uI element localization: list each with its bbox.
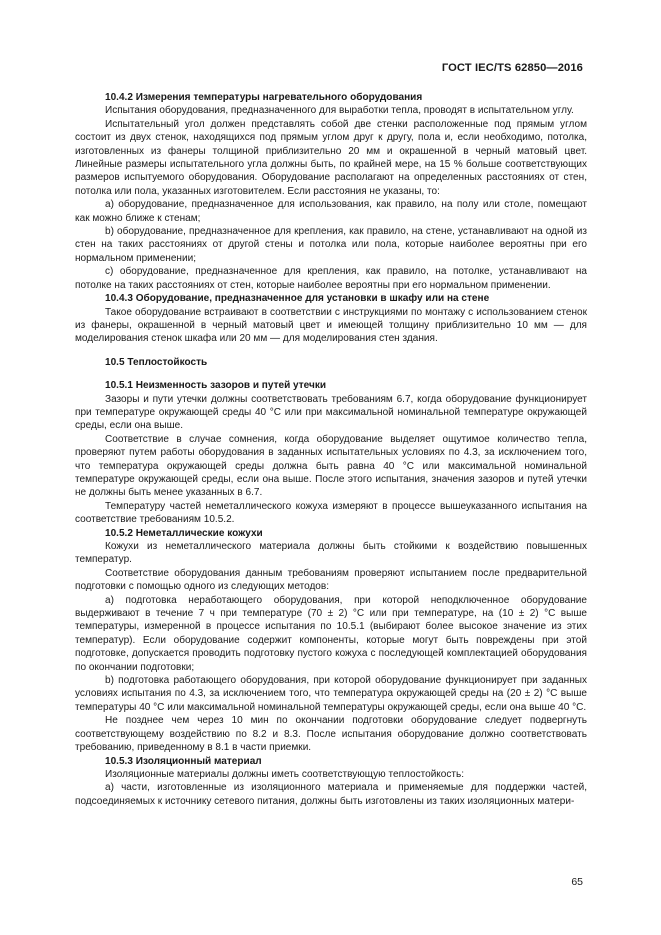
paragraph: a) подготовка неработающего оборудования, при которой неподключенное оборудование выдерживают в течение 7 ч при температуре (70 ± 2) °С или при температуре, на (10 ± 2) °С выше температуры, измеренной в процессе испытания по 10.5.1 (выбирают более высокое значение из этих температур). Если оборудование содержит компоненты, которые могут быть повреждены при этой подготовке, допускается проводить подготовку пустого кожуха с последующей комплектацией оборудования по окончании подготовки; [75,594,587,673]
paragraph: Не позднее чем через 10 мин по окончании подготовки оборудование следует подвергнуть соответствующему воздействию по 8.2 и 8.3. После испытания оборудование должно соответствовать требованию, приведенному в 8.1 в части приемки. [75,715,587,754]
paragraph: Температуру частей неметаллического кожуха измеряют в процессе вышеуказанного испытания на соответствие требованиям 10.5.2. [75,500,587,526]
page-number: 65 [571,876,583,888]
section-heading: 10.5.2 Неметаллические кожухи [105,527,263,539]
spacer [75,369,587,379]
paragraph: a) оборудование, предназначенное для использования, как правило, на полу или столе, помещают как можно ближе к стенам; [75,199,587,224]
section-heading: 10.4.3 Оборудование, предназначенное для установки в шкафу или на стене [105,293,490,305]
section-heading: 10.5.1 Неизменность зазоров и путей утечки [105,380,327,392]
paragraph: a) части, изготовленные из изоляционного материала и применяемые для поддержки частей, подсоединяемых к источнику сетевого питания, должны быть изготовлены из таких изоляционных матери- [75,782,587,807]
paragraph: Такое оборудование встраивают в соответствии с инструкциями по монтажу с использованием стенок из фанеры, окрашенной в черный матовый цвет и имеющей толщину приблизительно 10 мм — для моделирования стенок шкафа или 20 мм — для моделирования стен здания. [75,306,587,345]
paragraph: Испытания оборудования, предназначенного для выработки тепла, проводят в испытательном углу. [105,105,574,117]
paragraph: b) оборудование, предназначенное для крепления, как правило, на стене, устанавливают на одной из стен на таких расстояниях от другой стены и потолка или пола, которые наиболее вероятны при его нормальном применении; [75,226,587,264]
section-heading: 10.5.3 Изоляционный материал [105,755,262,767]
paragraph: c) оборудование, предназначенное для крепления, как правило, на потолке, устанавливают на потолке на таких расстояниях от стен, которые наиболее вероятны при его нормальном применении. [75,266,587,291]
paragraph: Изоляционные материалы должны иметь соответствующую теплостойкость: [105,768,465,780]
paragraph: b) подготовка работающего оборудования, при которой оборудование функционирует при заданных условиях испытания по 4.3, за исключением того, что температура окружающей среды на (20 ± 2) °С выше температуры 40 °С или максимальной номинальной температуры окружающей среды, если она выше 40 °С. [75,675,587,713]
paragraph: Зазоры и пути утечки должны соответствовать требованиям 6.7, когда оборудование функционирует при температуре окружающей среды 40 °С или при максимальной номинальной температуре окружающей среды, если она выше. [75,393,587,432]
section-heading: 10.5 Теплостойкость [105,356,208,368]
document-body [75,91,587,808]
section-heading: 10.4.2 Измерения температуры нагревательного оборудования [105,92,423,103]
standard-header: ГОСТ IEC/TS 62850—2016 [441,62,583,74]
paragraph: Испытательный угол должен представлять собой две стенки расположенные под прямым углом состоит из двух стенок, находящихся под прямым углом друг к другу, пола и, если необходимо, потолка, изготовленных из фанеры толщиной приблизительно 20 мм и окрашенной в черный матовый цвет. Линейные размеры испытательного угла должны быть, по крайней мере, на 15 % больше соответствующих размеров испытуемого оборудования. Оборудование располагают на определенных расстояниях от стен, потолка или пола, указанных изготовителем. Если расстояния не указаны, то: [75,118,587,197]
paragraph: Кожухи из неметаллического материала должны быть стойкими к воздействию повышенных температур. [75,541,587,566]
paragraph: Соответствие оборудования данным требованиям проверяют испытанием после предварительной подготовки с помощью одного из следующих методов: [75,567,587,593]
spacer [75,346,587,356]
paragraph: Соответствие в случае сомнения, когда оборудование выделяет ощутимое количество тепла, проверяют путем работы оборудования в заданных испытательных условиях по 4.3, за исключением того, что температура окружающей среды должна быть равна 40 °С или максимальной номинальной температуре окружающей среды, если она выше. После этого испытания, значения зазоров и путей утечки не должны быть менее указанных в 6.7. [75,433,587,499]
